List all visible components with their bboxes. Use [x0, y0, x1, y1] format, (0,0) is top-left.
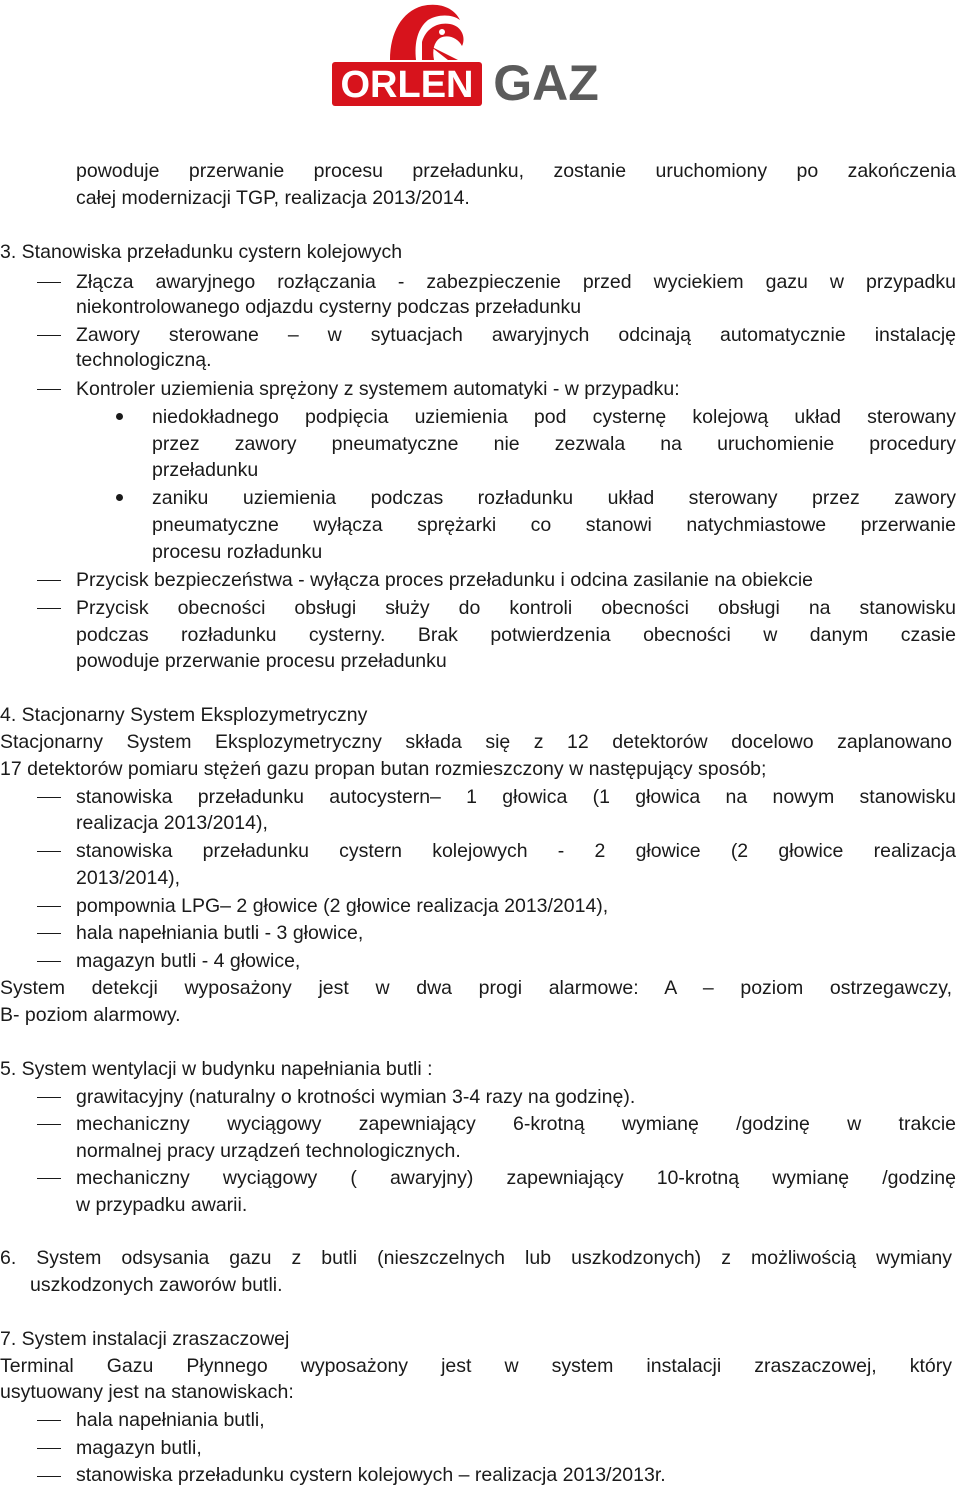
- s7-item-3-line-1: stanowiska przeładunku cystern kolejowych – realizacja 2013/2013r.: [76, 1464, 666, 1486]
- dash-bullet: [37, 1420, 61, 1421]
- dash-bullet: [37, 906, 61, 907]
- s3-item-2-line-1: Zawory sterowane – w sytuacjach awaryjnych odcinają automatycznie instalację: [76, 324, 956, 346]
- s5-item-2-line-1: mechaniczny wyciągowy zapewniający 6-krotną wymianę /godzinę w trakcie: [76, 1113, 956, 1135]
- s3-sub-2-line-2: pneumatyczne wyłącza sprężarki co stanowi natychmiastowe przerwanie: [152, 514, 956, 536]
- dash-bullet: [37, 797, 61, 798]
- s4-item-3-line-1: pompownia LPG– 2 głowice (2 głowice realizacja 2013/2014),: [76, 895, 609, 917]
- s3-item-4-line-1: Przycisk bezpieczeństwa - wyłącza proces przeładunku i odcina zasilanie na obiekcie: [76, 569, 814, 591]
- s4-item-1-line-2: realizacja 2013/2014),: [76, 812, 268, 834]
- section-4-heading: 4. Stacjonarny System Eksplozymetryczny: [0, 704, 368, 726]
- brand-right-text: GAZ: [493, 55, 599, 110]
- s5-item-2-line-2: normalnej pracy urządzeń technologicznych.: [76, 1140, 461, 1162]
- dash-bullet: [37, 1476, 61, 1477]
- dash-bullet: [37, 335, 61, 336]
- s4-para-2-line-2: B- poziom alarmowy.: [0, 1004, 181, 1026]
- s4-item-2-line-1: stanowiska przeładunku cystern kolejowych - 2 głowice (2 głowice realizacja: [76, 840, 956, 862]
- s3-sub-1-line-1: niedokładnego podpięcia uziemienia pod cysternę kolejową układ sterowany: [152, 406, 956, 428]
- s3-item-5-line-3: powoduje przerwanie procesu przeładunku: [76, 650, 447, 672]
- dot-bullet: [116, 413, 123, 420]
- s3-item-1-line-2: niekontrolowanego odjazdu cysterny podczas przeładunku: [76, 296, 582, 318]
- dash-bullet: [37, 580, 61, 581]
- dash-bullet: [37, 1448, 61, 1449]
- s3-item-3-line-1: Kontroler uziemienia sprężony z systemem automatyki - w przypadku:: [76, 378, 680, 400]
- s4-item-2-line-2: 2013/2014),: [76, 867, 181, 889]
- orlen-eagle-icon: [390, 5, 464, 60]
- orlen-gaz-logo: [330, 2, 610, 110]
- dash-bullet: [37, 1124, 61, 1125]
- s3-sub-2-line-1: zaniku uziemienia podczas rozładunku układ sterowany przez zawory: [152, 487, 956, 509]
- dash-bullet: [37, 608, 61, 609]
- dash-bullet: [37, 282, 61, 283]
- s3-item-5-line-1: Przycisk obecności obsługi służy do kontroli obecności obsługi na stanowisku: [76, 597, 956, 619]
- dash-bullet: [37, 933, 61, 934]
- s3-sub-2-line-3: procesu rozładunku: [152, 541, 323, 563]
- s4-item-4-line-1: hala napełniania butli - 3 głowice,: [76, 922, 364, 944]
- s4-item-5-line-1: magazyn butli - 4 głowice,: [76, 950, 301, 972]
- s5-item-1-line-1: grawitacyjny (naturalny o krotności wymian 3-4 razy na godzinę).: [76, 1086, 636, 1108]
- dash-bullet: [37, 961, 61, 962]
- s3-item-5-line-2: podczas rozładunku cysterny. Brak potwierdzenia obecności w danym czasie: [76, 624, 956, 646]
- s3-sub-1-line-2: przez zawory pneumatyczne nie zezwala na uruchomienie procedury: [152, 433, 956, 455]
- s5-item-3-line-1: mechaniczny wyciągowy ( awaryjny) zapewniający 10-krotną wymianę /godzinę: [76, 1167, 956, 1189]
- intro-line-1: powoduje przerwanie procesu przeładunku, zostanie uruchomiony po zakończenia: [76, 160, 956, 182]
- dash-bullet: [37, 1097, 61, 1098]
- section-6-heading-line-2: uszkodzonych zaworów butli.: [30, 1274, 283, 1296]
- dot-bullet: [116, 494, 123, 501]
- section-3-heading: 3. Stanowiska przeładunku cystern kolejowych: [0, 241, 403, 263]
- s7-para-1-line-2: usytuowany jest na stanowiskach:: [0, 1381, 294, 1403]
- dash-bullet: [37, 389, 61, 390]
- s7-para-1-line-1: Terminal Gazu Płynnego wyposażony jest w system instalacji zraszaczowej, który: [0, 1355, 952, 1377]
- section-5-heading: 5. System wentylacji w budynku napełniania butli :: [0, 1058, 433, 1080]
- s5-item-3-line-2: w przypadku awarii.: [76, 1194, 248, 1216]
- s4-para-1-line-2: 17 detektorów pomiaru stężeń gazu propan butan rozmieszczony w następujący sposób;: [0, 758, 767, 780]
- dash-bullet: [37, 851, 61, 852]
- s4-item-1-line-1: stanowiska przeładunku autocystern– 1 głowica (1 głowica na nowym stanowisku: [76, 786, 956, 808]
- s4-para-1-line-1: Stacjonarny System Eksplozymetryczny składa się z 12 detektorów docelowo zaplanowano: [0, 731, 952, 753]
- section-6-heading-line-1: 6. System odsysania gazu z butli (nieszczelnych lub uszkodzonych) z możliwością wymiany: [0, 1247, 952, 1269]
- s3-item-1-line-1: Złącza awaryjnego rozłączania - zabezpieczenie przed wyciekiem gazu w przypadku: [76, 271, 956, 293]
- section-7-heading: 7. System instalacji zraszaczowej: [0, 1328, 290, 1350]
- brand-left-text: ORLEN: [340, 64, 474, 106]
- intro-line-2: całej modernizacji TGP, realizacja 2013/2014.: [76, 187, 470, 209]
- s3-sub-1-line-3: przeładunku: [152, 459, 259, 481]
- s7-item-2-line-1: magazyn butli,: [76, 1437, 202, 1459]
- s4-para-2-line-1: System detekcji wyposażony jest w dwa progi alarmowe: A – poziom ostrzegawczy,: [0, 977, 952, 999]
- s3-item-2-line-2: technologiczną.: [76, 349, 212, 371]
- s7-item-1-line-1: hala napełniania butli,: [76, 1409, 265, 1431]
- dash-bullet: [37, 1178, 61, 1179]
